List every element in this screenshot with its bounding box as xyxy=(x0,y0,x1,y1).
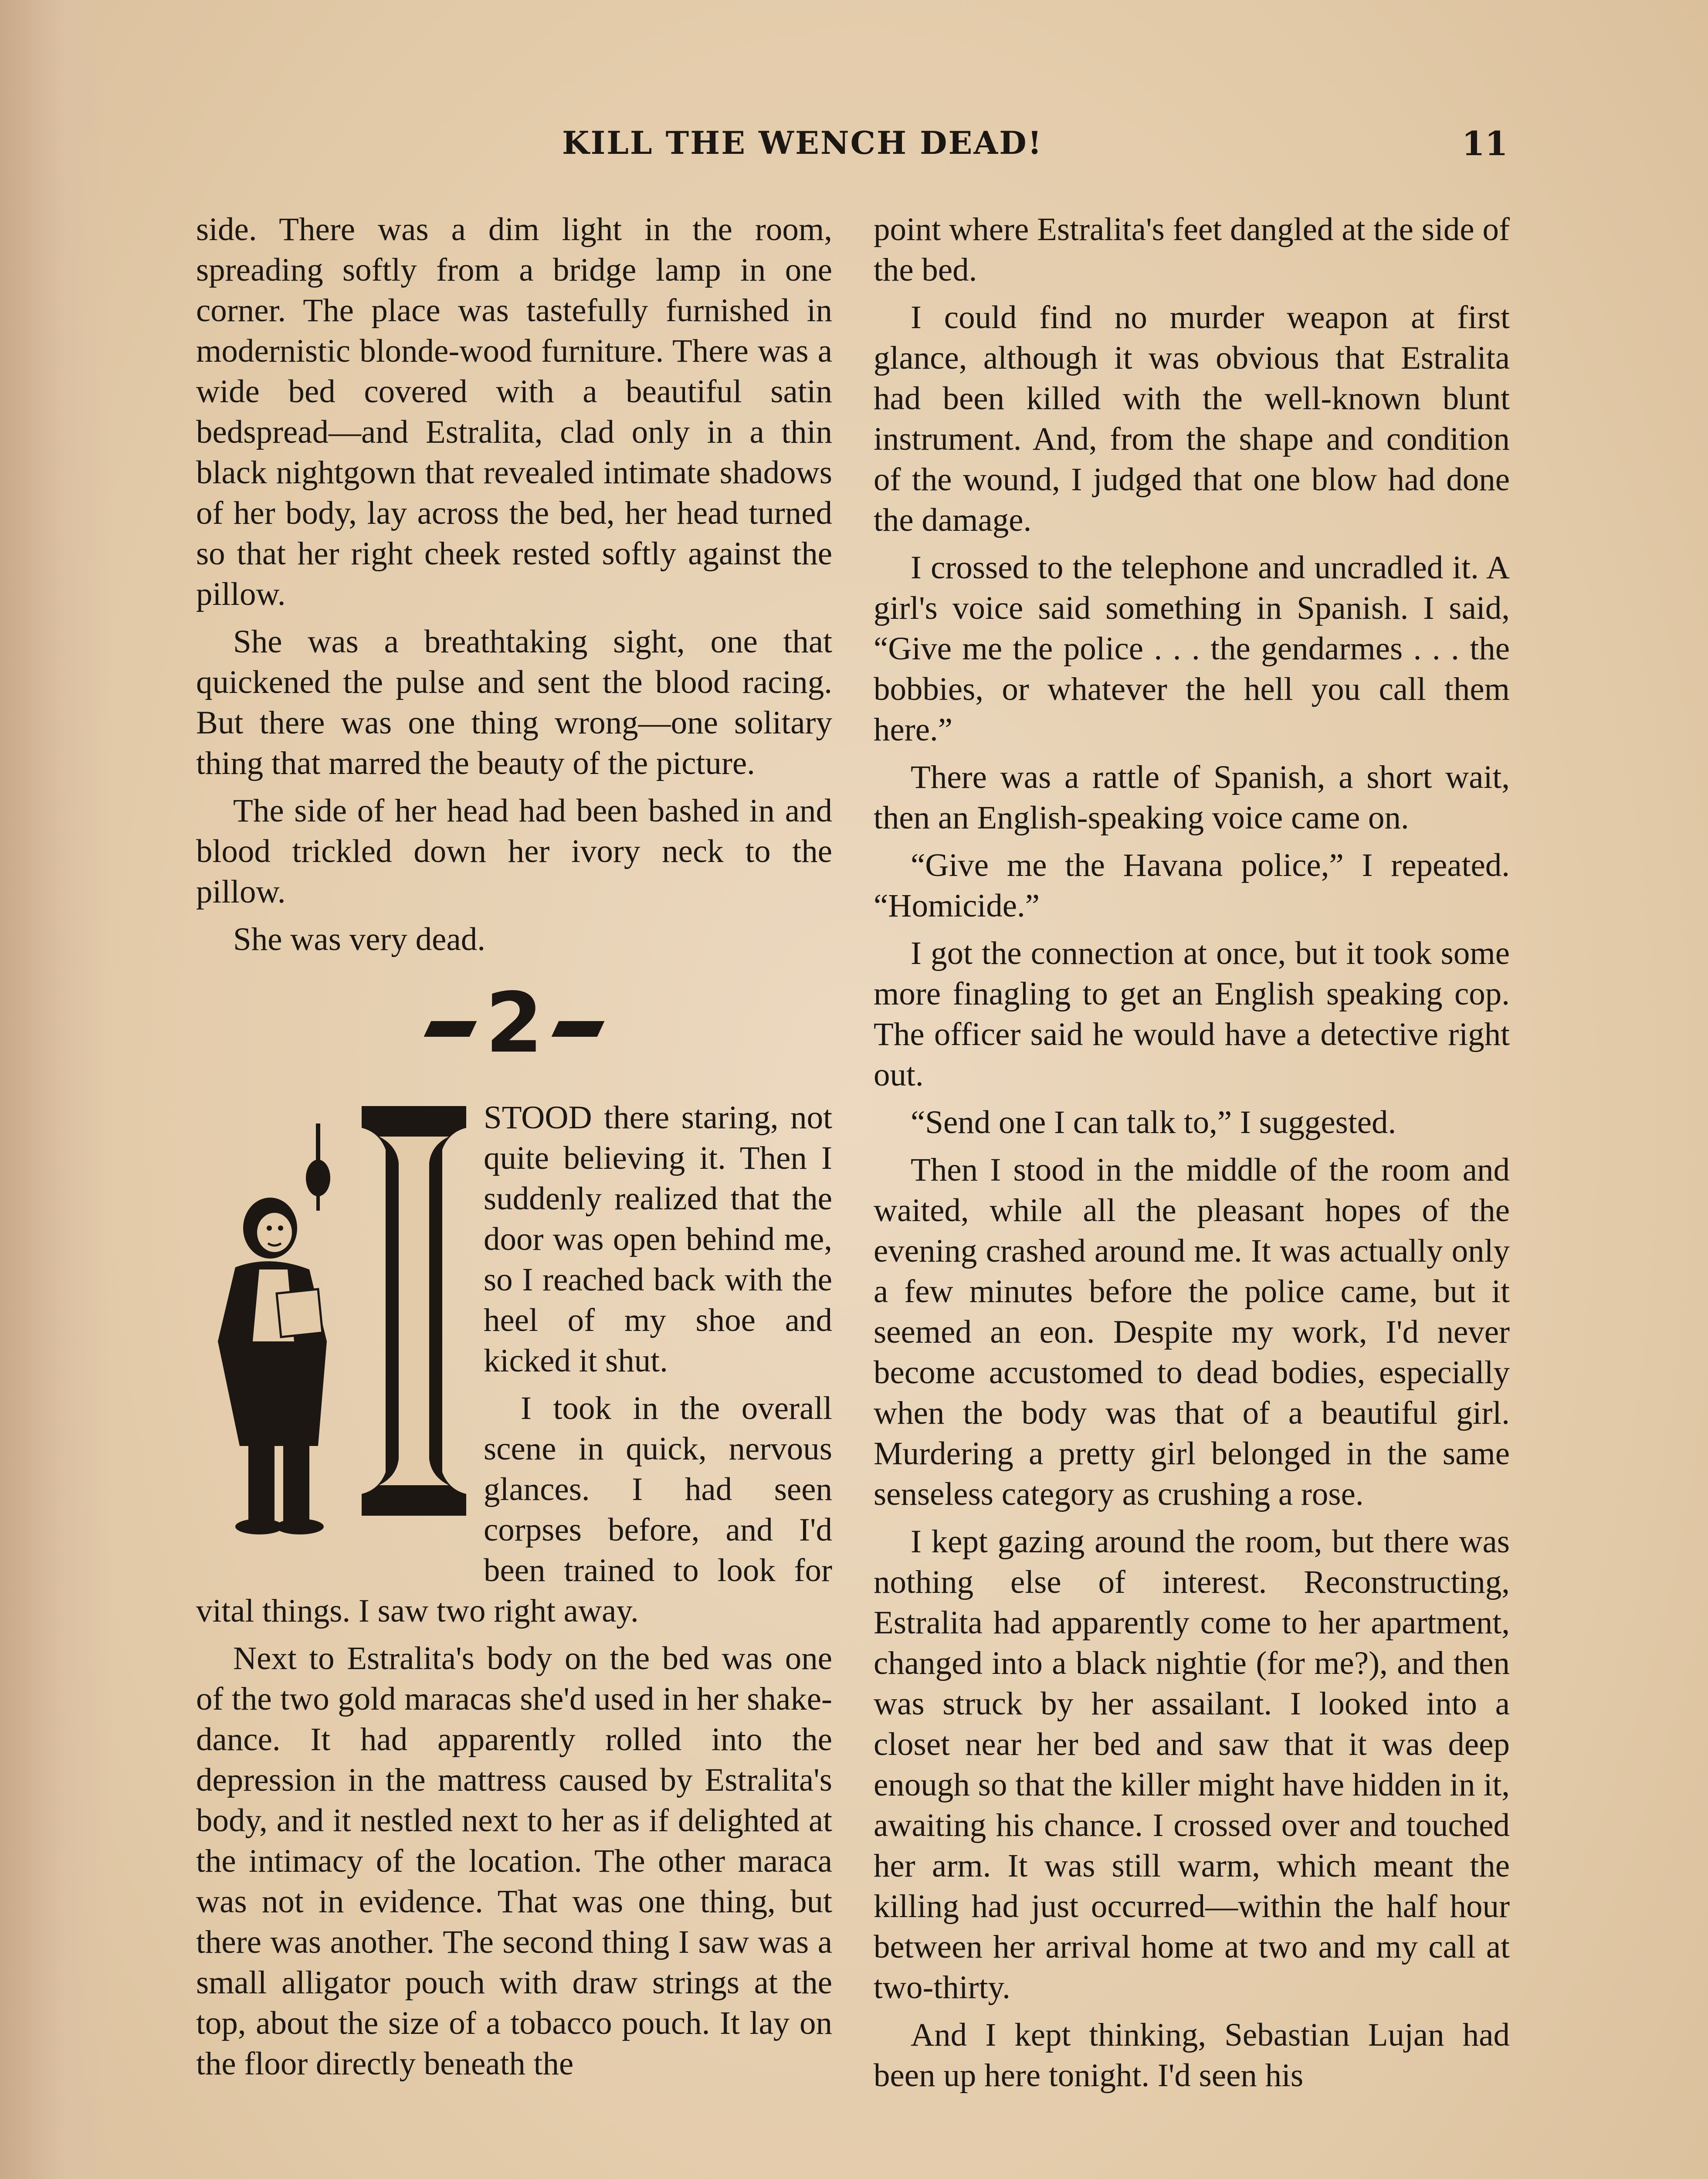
paragraph: I kept gazing around the room, but there was nothing else of interest. Reconstructing, Estralita had apparently come to her apartment, changed into a black nightie (for me?), and then was struck by her assailant. I looked into a closet near her bed and saw that it was deep enough so that the killer might have hidden in it, awaiting his chance. I crossed over and touched her arm. It was still warm, which meant the killing had just occurred—within the half hour between her arrival home at two and my call at two-thirty. xyxy=(874,1524,1510,2006)
paragraph: There was a rattle of Spanish, a short wait, then an English-speaking voice came on. xyxy=(874,759,1510,836)
paragraph: side. There was a dim light in the room, spreading softly from a bridge lamp in one corner. The place was tastefully furnished in modernistic blonde-wood furniture. There was a wide bed covered with a beautiful satin bedspread—and Estralita, clad only in a thin black nightgown that revealed intimate shadows of her body, lay across the bed, her head turned so that her right cheek rested softly against the pillow. xyxy=(196,211,832,612)
paragraph: I got the connection at once, but it took some more finagling to get an English speaking cop. The officer said he would have a detective right out. xyxy=(874,935,1510,1093)
chapter-heading xyxy=(196,967,832,1097)
drop-cap-illustration xyxy=(187,1097,471,1555)
paragraph: I crossed to the telephone and uncradled it. A girl's voice said something in Spanish. I said, “Give me the police . . . the gendarmes . . . the bobbies, or whatever the hell you call them here.” xyxy=(874,550,1510,748)
chapter-opening-text: STOOD there staring, not quite believing it. Then I suddenly realized that the door was open behind me, so I reached back with the heel of my shoe and kicked it shut. xyxy=(484,1100,832,1379)
paragraph: “Give me the Havana police,” I repeated. “Homicide.” xyxy=(874,847,1510,924)
paragraph: I could find no murder weapon at first glance, although it was obvious that Estralita had been killed with the well-known blunt instrument. And, from the shape and condition of the wound, I judged that one blow had done the damage. xyxy=(874,299,1510,538)
paragraph: The side of her head had been bashed in and blood trickled down her ivory neck to the pillow. xyxy=(196,793,832,910)
paragraph: She was very dead. xyxy=(233,921,485,957)
chapter-dash-left xyxy=(424,1021,477,1037)
paragraph: “Send one I can talk to,” I suggested. xyxy=(911,1104,1396,1140)
paragraph: Then I stood in the middle of the room and waited, while all the pleasant hopes of the evening crashed around me. It was actually only a few minutes before the police came, but it seemed an eon. Despite my work, I'd never become accustomed to dead bodies, especially when the body was that of a beautiful girl. Murdering a pretty girl belonged in the same senseless category as crushing a rose. xyxy=(874,1152,1510,1512)
detective-illustration-icon xyxy=(187,1097,471,1555)
page-header xyxy=(0,124,1708,172)
paragraph: Next to Estralita's body on the bed was one of the two gold maracas she'd used in her shake-dance. It had apparently rolled into the depression in the mattress caused by Estralita's body, and it nestled next to her as if delighted at the intimacy of the location. The other maraca was not in evidence. That was one thing, but there was another. The second thing I saw was a small alligator pouch with draw strings at the top, about the size of a tobacco pouch. It lay on the floor directly beneath the xyxy=(196,1640,832,2082)
chapter-number: 2 xyxy=(485,975,543,1071)
paragraph: She was a breathtaking sight, one that quickened the pulse and sent the blood racing. But there was one thing wrong—one solitary thing that marred the beauty of the picture. xyxy=(196,624,832,781)
paragraph: And I kept thinking, Sebastian Lujan had been up here tonight. I'd seen his xyxy=(874,2017,1510,2094)
chapter-dash-right xyxy=(552,1021,605,1037)
right-column xyxy=(874,209,1510,2103)
running-title: KILL THE WENCH DEAD! xyxy=(562,124,1043,161)
paragraph: I took in the overall scene in quick, nervous glances. I had seen corpses before, and I'd been trained to look for vital things. I saw two right away. xyxy=(196,1390,832,1629)
paragraph: point where Estralita's feet dangled at the side of the bed. xyxy=(874,211,1510,288)
left-column xyxy=(196,209,832,2091)
page-fold-shadow xyxy=(0,0,113,2179)
page-number: 11 xyxy=(1462,124,1508,163)
